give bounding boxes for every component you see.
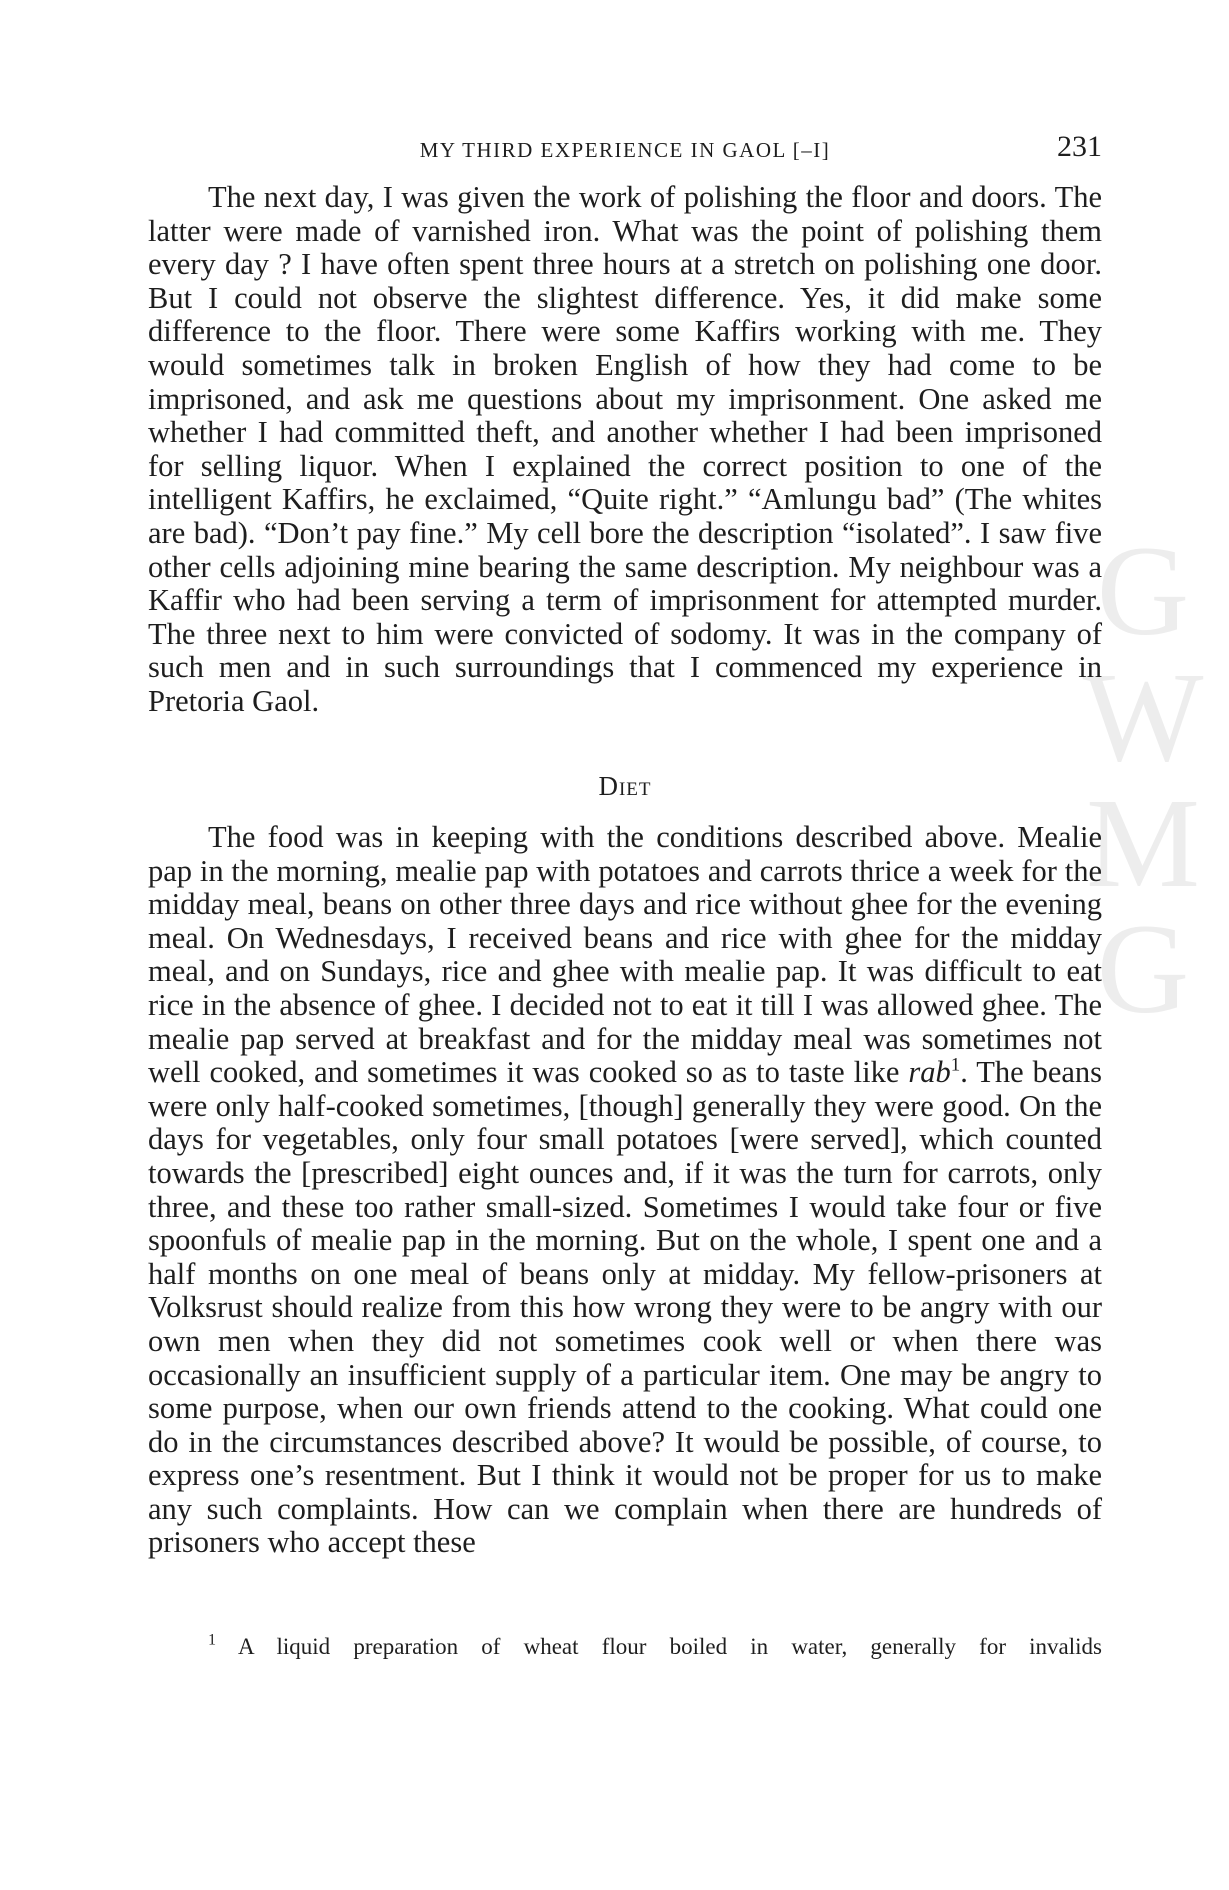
paragraph-text-part1: The food was in keeping with the conditions described above. Mealie pap in the morning, mealie pap with potatoes and carrots thrice a week for the midday meal, beans on other three days and rice without ghee for the evening meal. On Wednesdays, I received beans and rice with ghee for the midday meal, and on Sundays, rice and ghee with mealie pap. It was difficult to eat rice in the absence of ghee. I decided not to eat it till I was allowed ghee. The mealie pap served at breakfast and for the midday meal was sometimes not well cooked, and sometimes it was cooked so as to taste like	[148, 820, 1102, 1090]
footnote-reference: 1	[950, 1054, 961, 1076]
paragraph-text	[148, 821, 1102, 1560]
footnote-text: A liquid preparation of wheat flour boiled in water, generally for invalids	[237, 1634, 1102, 1659]
watermark: GWMG	[1072, 520, 1214, 1024]
footnote	[208, 1632, 1102, 1662]
italic-word: rab	[908, 1055, 951, 1090]
body-paragraph-1	[148, 181, 1102, 719]
body-paragraph-2	[148, 821, 1102, 1560]
running-header	[148, 124, 1102, 164]
page-number: 231	[1057, 130, 1102, 163]
paragraph-text: The next day, I was given the work of polishing the floor and doors. The latter were made of varnished iron. What was the point of polishing them every day ? I have often spent three hours at a stretch on polishing one door. But I could not observe the slightest difference. Yes, it did make some difference to the floor. There were some Kaffirs working with me. They would sometimes talk in broken English of how they had come to be imprisoned, and ask me questions about my imprisonment. One asked me whether I had committed theft, and another whether I had been imprisoned for selling liquor. When I explained the correct position to one of the intelligent Kaffirs, he exclaimed, “Quite right.” “Amlungu bad” (The whites are bad). “Don’t pay fine.” My cell bore the description “isolated”. I saw five other cells adjoining mine bearing the same description. My neighbour was a Kaffir who had been serving a term of imprisonment for attempted murder. The three next to him were convicted of sodomy. It was in the company of such men and in such surroundings that I commenced my experience in Pretoria Gaol.	[148, 180, 1102, 718]
paragraph-text-part2: . The beans were only half-cooked sometimes, [though] generally they were good. On the days for vegetables, only four small potatoes [were served], which counted towards the [prescribed] eight ounces and, if it was the turn for carrots, only three, and these too rather small-sized. Sometimes I would take four or five spoonfuls of mealie pap in the morning. But on the whole, I spent one and a half months on one meal of beans only at midday. My fellow-prisoners at Volksrust should realize from this how wrong they were to be angry with our own men when they did not sometimes cook well or when there was occasionally an insufficient supply of a particular item. One may be angry to some purpose, when our own friends attend to the cooking. What could one do in the circumstances described above? It would be possible, of course, to express one’s resentment. But I think it would not be proper for us to make any such complaints. How can we complain when there are hundreds of prisoners who accept these	[148, 1055, 1103, 1560]
section-heading: Diet	[598, 771, 652, 801]
footnote-marker: 1	[208, 1631, 217, 1649]
running-head-title: MY THIRD EXPERIENCE IN GAOL [–I]	[419, 138, 831, 162]
